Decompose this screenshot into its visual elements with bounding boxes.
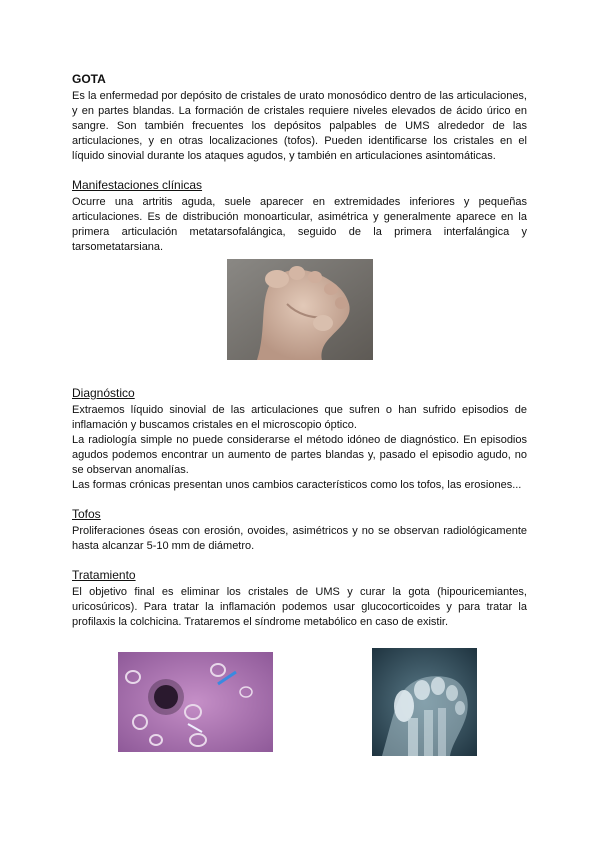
section-heading-tratamiento: Tratamiento [72,568,136,582]
document-page [72,72,527,768]
foot-photo [227,259,373,360]
section-heading-tofos: Tofos [72,507,101,521]
section-heading-manifestaciones: Manifestaciones clínicas [72,178,203,192]
diagnostico-paragraph-3: Las formas crónicas presentan unos cambios característicos como los tofos, las erosiones... [72,479,522,491]
microscopy-image [118,652,273,752]
section-heading-diagnostico: Diagnóstico [72,386,135,400]
diagnostico-paragraph-1: Extraemos líquido sinovial de las articulaciones que sufren o han sufrido episodios de inflamación y buscamos cristales en el microscopio óptico. [72,404,527,431]
document-title: GOTA [72,72,106,86]
tratamiento-paragraph: El objetivo final es eliminar los cristales de UMS y curar la gota (hipouricemiantes, uricosúricos). Para tratar la inflamación podemos usar glucocorticoides y para tratar la profilaxis la colchicina. Trataremos el síndrome metabólico en caso de existir. [72,586,527,628]
diagnostico-paragraph-2: La radiología simple no puede considerarse el método idóneo de diagnóstico. En episodios agudos podemos encontrar un aumento de partes blandas y, pasado el episodio agudo, no se observan anomalías. [72,434,527,476]
xray-image [372,648,477,756]
manifestaciones-paragraph: Ocurre una artritis aguda, suele aparecer en extremidades inferiores y pequeñas articulaciones. Es de distribución monoarticular, asimétrica y generalmente aparece en la primera articulación metatarsofalángica, seguido de la primera interfalángica y tarsometatarsiana. [72,196,527,253]
tofos-paragraph: Proliferaciones óseas con erosión, ovoides, asimétricos y no se observan radiológicamente hasta alcanzar 5-10 mm de diámetro. [72,525,527,552]
intro-paragraph: Es la enfermedad por depósito de cristales de urato monosódico dentro de las articulaciones, y en partes blandas. La formación de cristales requiere niveles elevados de ácido úrico en sangre. Son también frecuentes los depósitos palpables de UMS alrededor de las articulaciones, y en otras localizaciones (tofos). Pueden identificarse los cristales en el líquido sinovial durante los ataques agudos, y también en articulaciones asintomáticas. [72,90,527,162]
